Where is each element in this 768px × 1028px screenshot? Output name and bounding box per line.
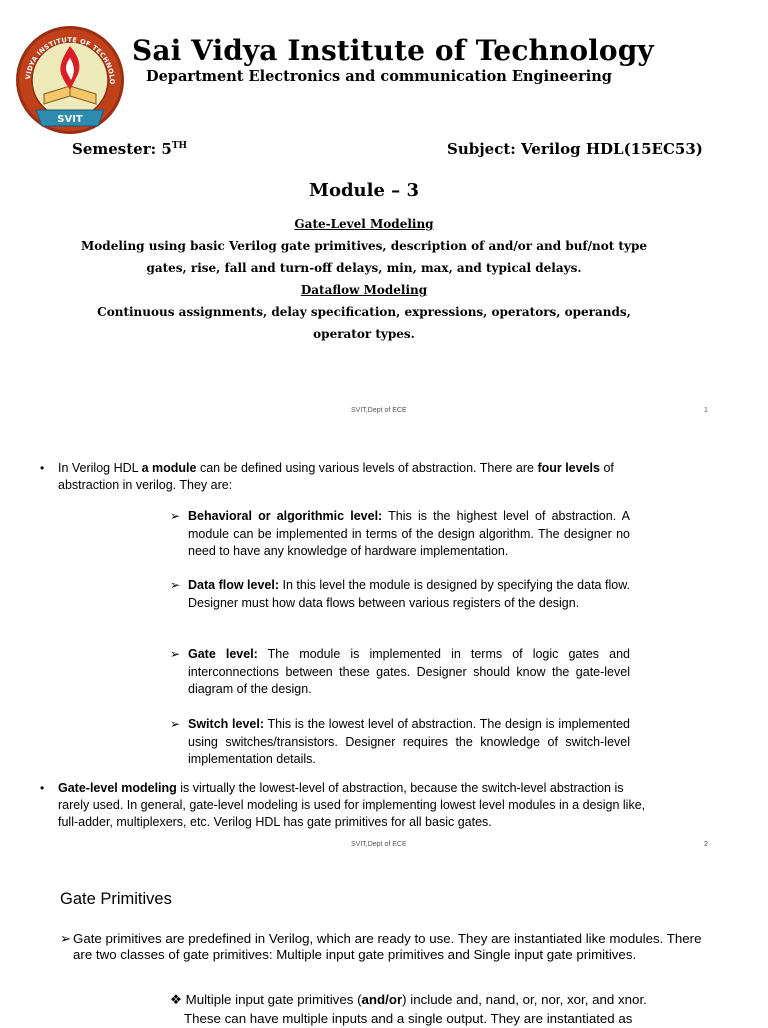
semester-label: Semester: 5TH bbox=[72, 140, 188, 158]
level-switch: ➢ Switch level: This is the lowest level of abstraction. The design is implemented using switches/transistors. Designer requires the knowledge of switch-level implementation details. bbox=[170, 717, 630, 766]
gate-primitives-heading: Gate Primitives bbox=[60, 890, 172, 908]
intro-bullet: • bbox=[40, 461, 45, 475]
page1-page-number: 1 bbox=[704, 407, 708, 414]
arrow-bullet-icon: ➢ bbox=[170, 717, 181, 731]
intro-paragraph: In Verilog HDL a module can be defined using various levels of abstraction. There are four levels of abstraction in verilog. They are: bbox=[58, 461, 614, 492]
page1-footer-text: SVIT,Dept of ECE bbox=[351, 407, 407, 414]
arrow-bullet-icon: ➢ bbox=[170, 647, 181, 661]
gate-level-desc-line1: Modeling using basic Verilog gate primitives, description of and/or and buf/not type bbox=[81, 239, 647, 253]
gate-level-desc-line2: gates, rise, fall and turn-off delays, min, max, and typical delays. bbox=[146, 261, 582, 275]
gate-primitives-paragraph: ➢ Gate primitives are predefined in Verilog, which are ready to use. They are instantiated like modules. There are two classes of gate primitives: Multiple input gate primitives and Single input gate primitives. bbox=[60, 931, 702, 962]
page2-page-number: 2 bbox=[704, 841, 708, 848]
gate-level-bullet: • bbox=[40, 781, 45, 795]
arrow-bullet-icon: ➢ bbox=[170, 578, 181, 592]
svg-text:SVIT: SVIT bbox=[57, 114, 83, 125]
level-behavioral: ➢ Behavioral or algorithmic level: This is the highest level of abstraction. A module can be implemented in terms of the design algorithm. The designer no need to have any knowledge of hardware implementation. bbox=[170, 509, 630, 558]
arrow-bullet-icon: ➢ bbox=[60, 931, 72, 946]
multiple-input-primitives: ❖ Multiple input gate primitives (and/or) include and, nand, or, nor, xor, and xnor. These can have multiple inputs and a single output. They are instantiated as bbox=[170, 992, 647, 1026]
subject-label: Subject: Verilog HDL(15EC53) bbox=[447, 140, 703, 158]
dataflow-heading: Dataflow Modeling bbox=[300, 283, 428, 297]
department-name: Department Electronics and communication Engineering bbox=[146, 68, 612, 85]
module-title: Module – 3 bbox=[309, 180, 419, 201]
gate-level-heading: Gate-Level Modeling bbox=[294, 217, 434, 231]
arrow-bullet-icon: ➢ bbox=[170, 509, 181, 523]
diamond-bullet-icon: ❖ bbox=[170, 992, 182, 1007]
page2-footer-text: SVIT,Dept of ECE bbox=[351, 841, 407, 848]
dataflow-desc-line1: Continuous assignments, delay specification, expressions, operators, operands, bbox=[97, 305, 631, 319]
level-gate: ➢ Gate level: The module is implemented in terms of logic gates and interconnections between these gates. Designer should know the gate-level diagram of the design. bbox=[170, 647, 630, 696]
dataflow-desc-line2: operator types. bbox=[313, 327, 415, 341]
gate-level-paragraph: Gate-level modeling is virtually the lowest-level of abstraction, because the switch-level abstraction is rarely used. In general, gate-level modeling is used for implementing lowest level modules in a design like, full-adder, multiplexers, etc. Verilog HDL has gate primitives for all basic gates. bbox=[58, 781, 646, 829]
svg-text:SAI VIDYA INSTITUTE OF TECHNOL: VIDYA INSTITUTE OF TECHNOLO bbox=[24, 35, 117, 85]
institute-logo bbox=[14, 24, 126, 136]
level-dataflow: ➢ Data flow level: In this level the module is designed by specifying the data flow. Designer must how data flows between various registers of the design. bbox=[170, 578, 630, 610]
institute-name: Sai Vidya Institute of Technology bbox=[132, 34, 654, 67]
